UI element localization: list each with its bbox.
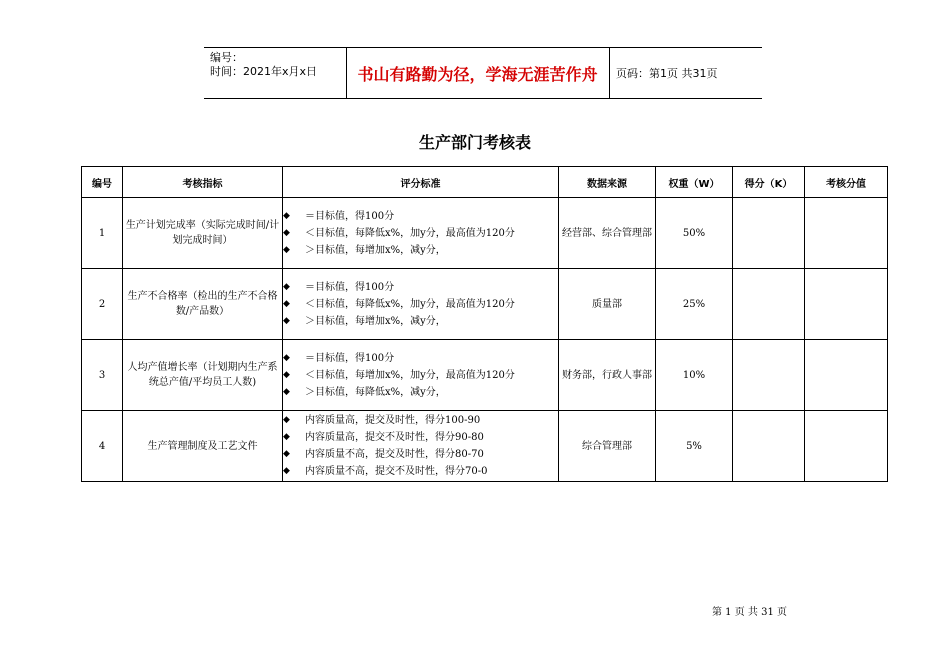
table-row [82,198,888,269]
source-cell: 质量部 [559,269,656,340]
diamond-bullet-icon: ◆ [283,432,290,442]
col-header-score: 得分（K） [733,167,805,198]
diamond-bullet-icon: ◆ [283,244,290,255]
source-cell: 财务部，行政人事部 [559,340,656,411]
criteria-item [283,313,558,330]
criteria-text: ＞目标值，每增加x%，减y分， [305,244,446,256]
criteria-item [283,296,558,313]
col-header-weight: 权重（W） [656,167,733,198]
indicator-cell: 生产管理制度及工艺文件 [123,411,283,482]
page-info: 页码：第1页 共31页 [616,67,718,80]
criteria-text: ＜目标值，每降低x%，加y分，最高值为120分 [305,298,515,310]
table-row [82,411,888,482]
value-cell [805,411,888,482]
criteria-item [283,429,558,446]
criteria-cell [283,198,559,269]
criteria-text: ＜目标值，每降低x%，加y分，最高值为120分 [305,227,515,239]
table-header-row [82,167,888,198]
value-cell [805,198,888,269]
criteria-text: ＞目标值，每增加x%，减y分， [305,315,446,327]
indicator-cell: 人均产值增长率（计划期内生产系统总产值/平均员工人数) [123,340,283,411]
weight-cell: 50% [656,198,733,269]
col-header-criteria: 评分标准 [283,167,559,198]
criteria-text: ＞目标值，每降低x%，减y分， [305,386,446,398]
indicator-cell: 生产不合格率（检出的生产不合格数/产品数） [123,269,283,340]
diamond-bullet-icon: ◆ [283,281,290,292]
diamond-bullet-icon: ◆ [283,415,290,425]
criteria-text: ＝目标值，得100分 [305,352,395,364]
criteria-item [283,412,558,429]
criteria-item [283,242,558,259]
row-number: 4 [82,411,123,482]
motto-cell [346,48,610,98]
diamond-bullet-icon: ◆ [283,466,290,476]
source-cell: 经营部、综合管理部 [559,198,656,269]
diamond-bullet-icon: ◆ [283,298,290,309]
score-cell [733,269,805,340]
header-meta [204,48,347,98]
source-cell: 综合管理部 [559,411,656,482]
score-cell [733,411,805,482]
table-row [82,340,888,411]
criteria-text: 内容质量高，提交及时性，得分100-90 [305,415,481,426]
criteria-item [283,350,558,367]
score-cell [733,340,805,411]
document-header [204,47,762,99]
row-number: 1 [82,198,123,269]
col-header-source: 数据来源 [559,167,656,198]
criteria-text: 内容质量不高，提交不及时性，得分70-0 [305,466,488,477]
value-cell [805,340,888,411]
code-label: 编号： [210,51,243,64]
criteria-item [283,367,558,384]
criteria-item [283,446,558,463]
criteria-text: ＝目标值，得100分 [305,210,395,222]
value-cell [805,269,888,340]
diamond-bullet-icon: ◆ [283,315,290,326]
diamond-bullet-icon: ◆ [283,352,290,363]
criteria-item [283,225,558,242]
table-row [82,269,888,340]
weight-cell: 5% [656,411,733,482]
row-number: 3 [82,340,123,411]
score-cell [733,198,805,269]
row-number: 2 [82,269,123,340]
col-header-value: 考核分值 [805,167,888,198]
diamond-bullet-icon: ◆ [283,449,290,459]
weight-cell: 10% [656,340,733,411]
assessment-table [81,166,888,482]
col-header-no: 编号 [82,167,123,198]
motto-text: 书山有路勤为径，学海无涯苦作舟 [357,64,598,84]
criteria-text: ＜目标值，每增加x%，加y分，最高值为120分 [305,369,515,381]
weight-cell: 25% [656,269,733,340]
col-header-indicator: 考核指标 [123,167,283,198]
criteria-text: 内容质量不高，提交及时性，得分80-70 [305,449,484,460]
criteria-item [283,463,558,480]
criteria-text: 内容质量高，提交不及时性，得分90-80 [305,432,484,443]
time-label: 时间：2021年x月x日 [210,65,318,78]
criteria-cell [283,269,559,340]
diamond-bullet-icon: ◆ [283,227,290,238]
criteria-item [283,208,558,225]
criteria-item [283,384,558,401]
diamond-bullet-icon: ◆ [283,369,290,380]
diamond-bullet-icon: ◆ [283,386,290,397]
page-footer: 第 1 页 共 31 页 [712,607,787,618]
criteria-text: ＝目标值，得100分 [305,281,395,293]
diamond-bullet-icon: ◆ [283,210,290,221]
indicator-cell: 生产计划完成率（实际完成时间/计划完成时间） [123,198,283,269]
criteria-cell [283,411,559,482]
criteria-item [283,279,558,296]
criteria-cell [283,340,559,411]
page-title: 生产部门考核表 [418,133,531,152]
